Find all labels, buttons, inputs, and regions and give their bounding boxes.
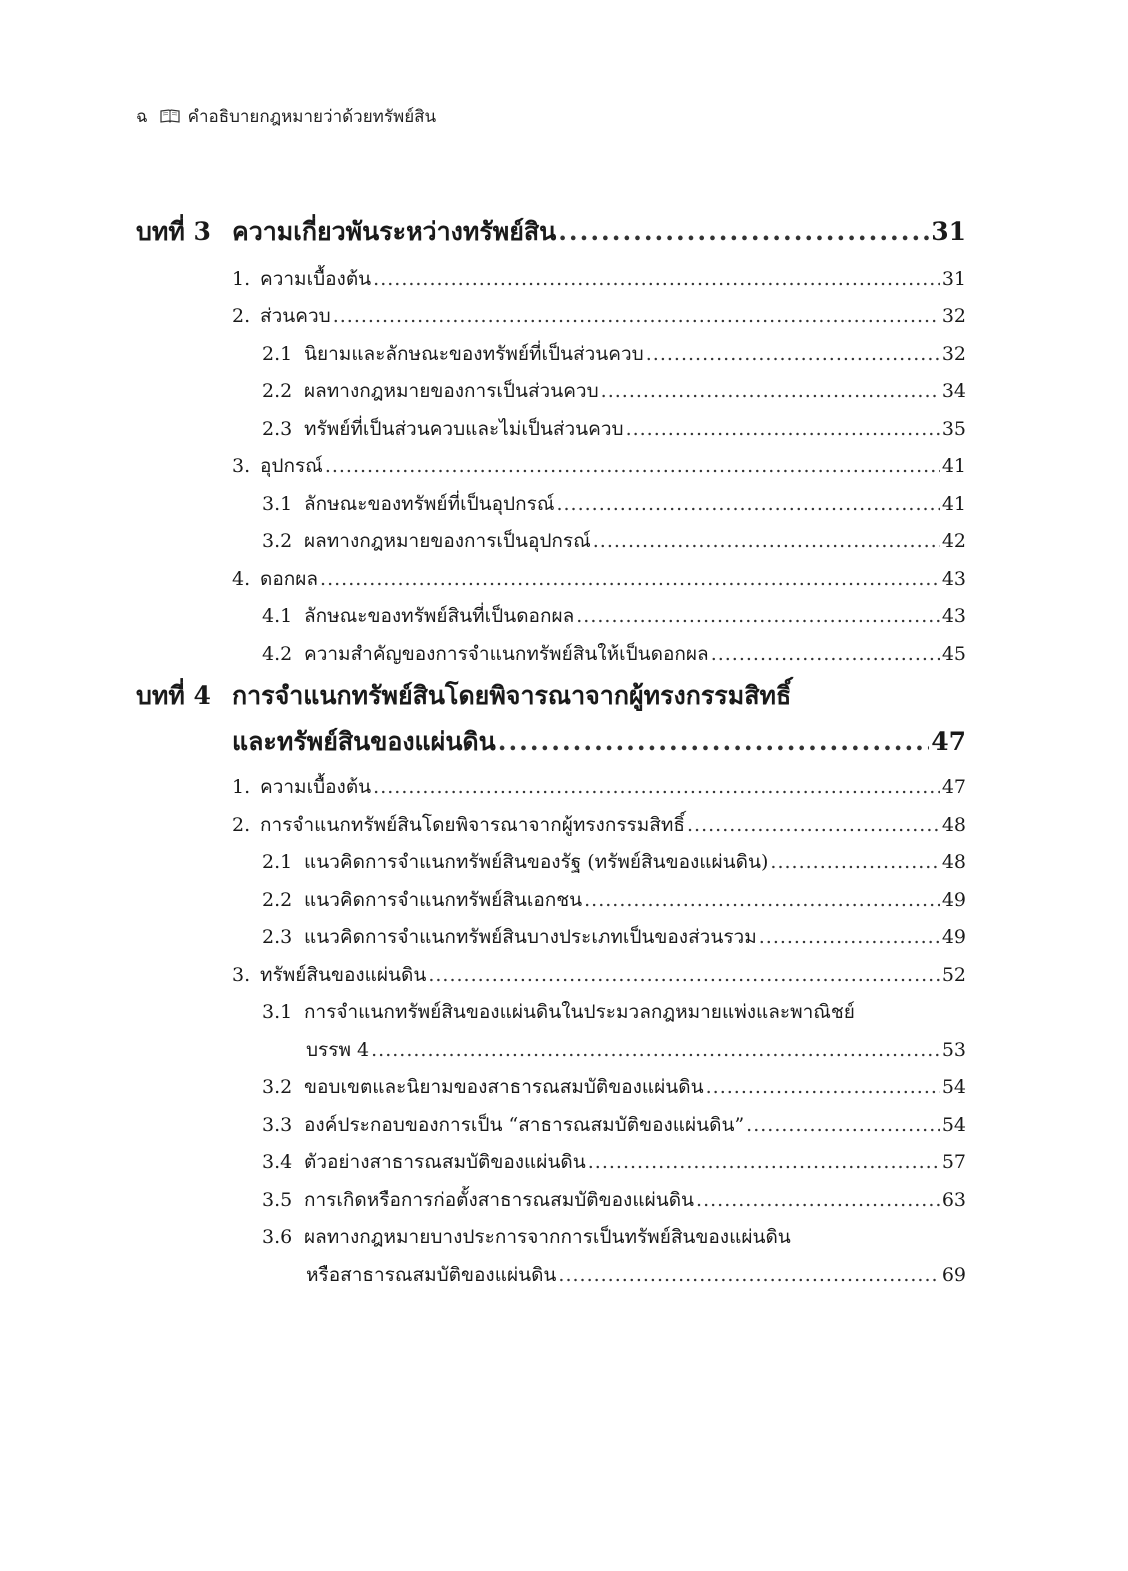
dot-leader [770, 851, 939, 873]
toc-entry[interactable] [136, 376, 966, 410]
chapter-title-line-1: การจำแนกทรัพย์สินโดยพิจารณาจากผู้ทรงกรรมสิทธิ์ [232, 681, 792, 710]
entry-title: อุปกรณ์ [260, 455, 323, 477]
entry-title: ตัวอย่างสาธารณสมบัติของแผ่นดิน [304, 1151, 586, 1173]
entry-number: 2.3 [262, 926, 293, 948]
entry-number: 3.2 [262, 530, 293, 552]
toc-entry[interactable] [136, 301, 966, 335]
entry-number: 2. [232, 814, 251, 836]
toc-entry[interactable] [136, 885, 966, 919]
entry-page: 52 [941, 964, 966, 986]
toc-entry[interactable] [136, 1072, 966, 1106]
toc-entry[interactable] [136, 526, 966, 560]
chapter-heading[interactable] [136, 212, 966, 252]
entry-number: 3. [232, 964, 251, 986]
entry-page: 32 [941, 305, 966, 327]
entry-number: 1. [232, 268, 251, 290]
dot-leader [646, 343, 940, 365]
entry-number: 3.2 [262, 1076, 293, 1098]
entry-number: 2.1 [262, 851, 293, 873]
dot-leader [601, 380, 940, 402]
entry-title: ผลทางกฎหมายของการเป็นอุปกรณ์ [304, 530, 591, 552]
entry-page: 53 [941, 1039, 966, 1061]
dot-leader [593, 530, 940, 552]
entry-title: การจำแนกทรัพย์สินโดยพิจารณาจากผู้ทรงกรรมสิทธิ์ [260, 814, 685, 836]
entry-number: 3.6 [262, 1226, 293, 1248]
entry-title: แนวคิดการจำแนกทรัพย์สินเอกชน [304, 889, 583, 911]
entry-title: การจำแนกทรัพย์สินของแผ่นดินในประมวลกฎหมายแพ่งและพาณิชย์ [304, 1001, 855, 1023]
entry-page: 63 [941, 1189, 966, 1211]
entry-number: 3.4 [262, 1151, 293, 1173]
entry-title: แนวคิดการจำแนกทรัพย์สินบางประเภทเป็นของส่วนรวม [304, 926, 757, 948]
entry-title: ทรัพย์สินของแผ่นดิน [260, 964, 427, 986]
chapter-title-line-2: และทรัพย์สินของแผ่นดิน [232, 727, 496, 756]
dot-leader [558, 1264, 939, 1286]
entry-page: 43 [941, 568, 966, 590]
entry-title: ขอบเขตและนิยามของสาธารณสมบัติของแผ่นดิน [304, 1076, 704, 1098]
toc-entry[interactable] [136, 772, 966, 806]
toc-entry[interactable] [136, 922, 966, 956]
entry-page: 48 [941, 814, 966, 836]
entry-title: ดอกผล [260, 568, 319, 590]
entry-number: 2.1 [262, 343, 293, 365]
chapter-page: 31 [931, 217, 966, 246]
toc-entry-continued[interactable] [136, 1260, 966, 1294]
chapter-heading[interactable] [136, 676, 966, 716]
entry-number: 3. [232, 455, 251, 477]
chapter-title: ความเกี่ยวพันระหว่างทรัพย์สิน [232, 217, 557, 246]
entry-title: ความเบื้องต้น [260, 776, 372, 798]
dot-leader [711, 643, 940, 665]
toc-entry-continued[interactable] [136, 1035, 966, 1069]
toc-entry[interactable] [136, 264, 966, 298]
dot-leader [333, 305, 940, 327]
entry-page: 69 [941, 1264, 966, 1286]
entry-title: องค์ประกอบของการเป็น “สาธารณสมบัติของแผ่นดิน” [304, 1114, 745, 1136]
entry-title: ลักษณะของทรัพย์สินที่เป็นดอกผล [304, 605, 575, 627]
dot-leader [556, 493, 939, 515]
toc-entry[interactable] [136, 847, 966, 881]
dot-leader [320, 568, 940, 590]
entry-number: 3.3 [262, 1114, 293, 1136]
dot-leader [373, 268, 940, 290]
entry-title: ผลทางกฎหมายบางประการจากการเป็นทรัพย์สินของแผ่นดิน [304, 1226, 791, 1248]
entry-page: 43 [941, 605, 966, 627]
dot-leader [558, 217, 929, 246]
entry-number: 4.1 [262, 605, 293, 627]
entry-page: 57 [941, 1151, 966, 1173]
entry-title: แนวคิดการจำแนกทรัพย์สินของรัฐ (ทรัพย์สินของแผ่นดิน) [304, 851, 769, 873]
entry-number: 3.1 [262, 493, 293, 515]
dot-leader [498, 727, 929, 756]
toc-entry[interactable] [136, 1147, 966, 1181]
toc-entry[interactable] [136, 601, 966, 635]
entry-page: 54 [941, 1076, 966, 1098]
chapter-page: 47 [931, 727, 966, 756]
toc-entry[interactable] [136, 489, 966, 523]
dot-leader [428, 964, 939, 986]
entry-title: ความเบื้องต้น [260, 268, 372, 290]
dot-leader [696, 1189, 940, 1211]
dot-leader [626, 418, 940, 440]
dot-leader [325, 455, 940, 477]
chapter-number: บทที่ 4 [136, 681, 211, 710]
toc-entry[interactable] [136, 1185, 966, 1219]
entry-number: 4. [232, 568, 251, 590]
toc-entry[interactable] [136, 810, 966, 844]
running-header [136, 100, 436, 132]
entry-title-continued: บรรพ 4 [306, 1039, 370, 1061]
entry-page: 34 [941, 380, 966, 402]
entry-number: 1. [232, 776, 251, 798]
entry-number: 4.2 [262, 643, 293, 665]
entry-title: ผลทางกฎหมายของการเป็นส่วนควบ [304, 380, 599, 402]
toc-entry-multiline[interactable] [136, 997, 966, 1031]
entry-title: ทรัพย์ที่เป็นส่วนควบและไม่เป็นส่วนควบ [304, 418, 624, 440]
entry-page: 35 [941, 418, 966, 440]
toc-entry[interactable] [136, 451, 966, 485]
chapter-heading-continued[interactable] [136, 722, 966, 762]
entry-page: 41 [941, 455, 966, 477]
entry-number: 3.1 [262, 1001, 293, 1023]
entry-page: 32 [941, 343, 966, 365]
entry-page: 49 [941, 926, 966, 948]
entry-number: 3.5 [262, 1189, 293, 1211]
toc-entry[interactable] [136, 339, 966, 373]
dot-leader [687, 814, 940, 836]
dot-leader [588, 1151, 940, 1173]
entry-number: 2. [232, 305, 251, 327]
entry-page: 41 [941, 493, 966, 515]
entry-page: 48 [941, 851, 966, 873]
entry-title: นิยามและลักษณะของทรัพย์ที่เป็นส่วนควบ [304, 343, 644, 365]
dot-leader [584, 889, 940, 911]
page-number: ฉ [136, 106, 148, 127]
entry-number: 2.2 [262, 380, 293, 402]
entry-page: 45 [941, 643, 966, 665]
dot-leader [746, 1114, 940, 1136]
entry-number: 2.2 [262, 889, 293, 911]
dot-leader [576, 605, 940, 627]
entry-title: ส่วนควบ [260, 305, 331, 327]
entry-page: 54 [941, 1114, 966, 1136]
chapter-number: บทที่ 3 [136, 217, 211, 246]
entry-title: การเกิดหรือการก่อตั้งสาธารณสมบัติของแผ่นดิน [304, 1189, 695, 1211]
toc-entry[interactable] [136, 639, 966, 673]
dot-leader [373, 776, 940, 798]
book-title: คำอธิบายกฎหมายว่าด้วยทรัพย์สิน [187, 106, 437, 127]
entry-page: 42 [941, 530, 966, 552]
entry-page: 31 [941, 268, 966, 290]
dot-leader [371, 1039, 940, 1061]
toc-entry[interactable] [136, 564, 966, 598]
toc-entry-multiline[interactable] [136, 1222, 966, 1256]
dot-leader [706, 1076, 940, 1098]
entry-title: ความสำคัญของการจำแนกทรัพย์สินให้เป็นดอกผล [304, 643, 709, 665]
entry-title-continued: หรือสาธารณสมบัติของแผ่นดิน [306, 1264, 557, 1286]
entry-title: ลักษณะของทรัพย์ที่เป็นอุปกรณ์ [304, 493, 555, 515]
entry-page: 49 [941, 889, 966, 911]
toc-entry[interactable] [136, 1110, 966, 1144]
toc-entry[interactable] [136, 414, 966, 448]
toc-entry[interactable] [136, 960, 966, 994]
entry-number: 2.3 [262, 418, 293, 440]
entry-page: 47 [941, 776, 966, 798]
book-icon [160, 109, 180, 123]
dot-leader [759, 926, 940, 948]
